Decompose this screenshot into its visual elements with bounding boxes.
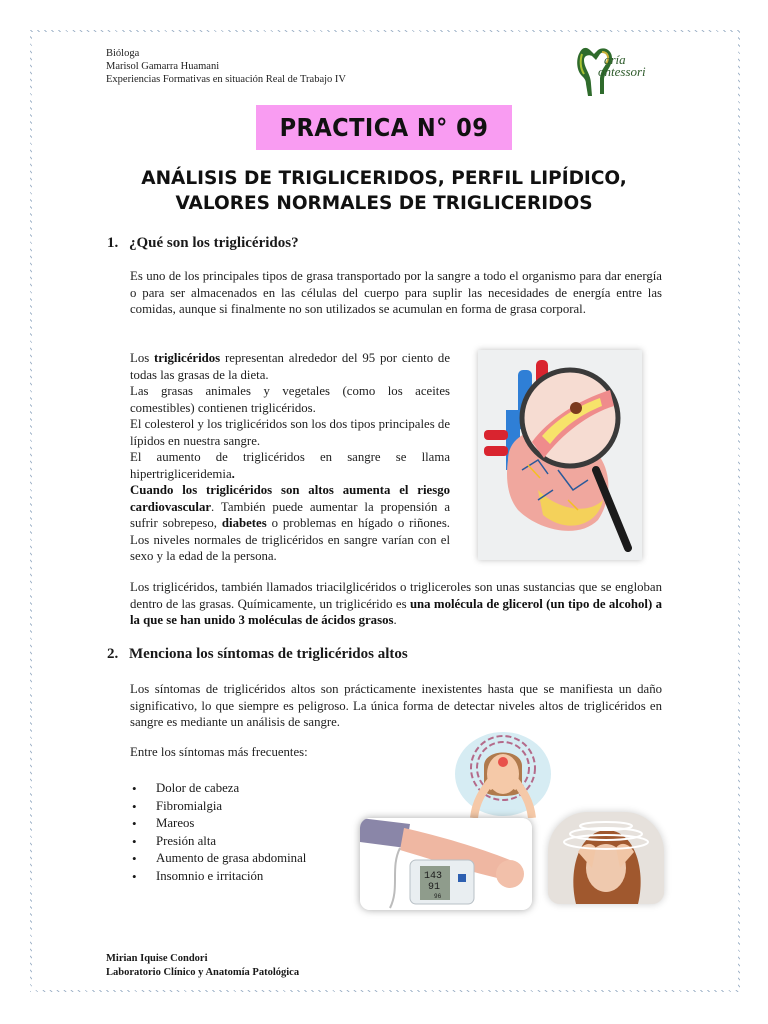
header-title: Bióloga [106, 48, 140, 59]
section-1-paragraph-1: Es uno de los principales tipos de grasa transportado por la sangre a todo el organismo para dar energía o para ser almacenados en las células del cuerpo para suplir las necesidades de energía entre las comidas, aunque si finalmente no son utilizados se acumulan en forma de grasa corporal. [130, 269, 662, 316]
section-1-number: 1. [107, 235, 119, 251]
header-course: Experiencias Formativas en situación Real de Trabajo IV [106, 74, 346, 85]
list-item: • Fibromialgia [132, 798, 306, 816]
text-run: . También puede aumentar la propensión a sufrir sobrepeso, [130, 499, 450, 530]
list-item: • Mareos [132, 815, 306, 833]
symptoms-intro: Entre los síntomas más frecuentes: [130, 745, 308, 759]
text-run: El aumento de triglicéridos en sangre se llama hipertrigliceridemia [130, 450, 450, 481]
text-run: representan alrededor del 95 por ciento de todas las grasas de la dieta. [130, 351, 451, 382]
dizziness-icon [548, 812, 664, 904]
blood-pressure-monitor-icon [360, 818, 532, 910]
section-1-heading [107, 235, 299, 252]
headache-icon [450, 730, 556, 818]
bp-diastolic: 91 [428, 882, 441, 893]
section-1-paragraph-3 [130, 579, 662, 629]
list-item: • Dolor de cabeza [132, 780, 306, 798]
list-item: • Presión alta [132, 833, 306, 851]
footer-department: Laboratorio Clínico y Anatomía Patológica [106, 967, 300, 978]
heart-magnifier-icon [478, 350, 642, 560]
section-2-paragraph-1: Los síntomas de triglicéridos altos son prácticamente inexistentes hasta que se manifiesta un daño significativo, lo que siempre es peligroso. La única forma de detectar niveles altos de triglicéridos en sangre es mediante un análisis de sangre. [130, 682, 662, 729]
footer-author: Mirian Iquise Condori [106, 953, 208, 964]
bp-pulse: 96 [434, 893, 442, 900]
document-header [106, 47, 346, 86]
text-run: o problemas en hígado o riñones. Los niveles normales de triglicéridos en sangre varían con el sexo y la edad de la persona. [130, 516, 450, 563]
dizziness-photo [548, 812, 664, 904]
section-2-heading [107, 646, 408, 663]
title-line-1: ANÁLISIS DE TRIGLICERIDOS, PERFIL LIPÍDICO, [141, 168, 627, 189]
text-run: Los [130, 351, 155, 365]
text-run: . [393, 613, 397, 627]
symptom-list [132, 780, 306, 885]
practice-number-banner [256, 105, 512, 150]
practice-number-label: PRACTICA N° 09 [279, 113, 489, 142]
document-title [100, 166, 668, 216]
header-author: Marisol Gamarra Huamani [106, 61, 220, 72]
title-line-2: VALORES NORMALES DE TRIGLICERIDOS [175, 193, 593, 214]
bold-definition: una molécula de glicerol (un tipo de alcohol) a la que se han unido 3 moléculas de ácidos grasos [130, 596, 662, 627]
bold-term: diabetes [221, 516, 267, 530]
maria-montessori-logo [574, 44, 670, 100]
list-item: • Aumento de grasa abdominal [132, 850, 306, 868]
heart-magnifier-image [478, 350, 642, 560]
text-run: Los triglicéridos, también llamados triacilglicéridos o trigliceroles son unas sustancias que se engloban dentro de las grasas. Químicamente, un triglicérido es [130, 580, 662, 611]
bold-term: triglicéridos [154, 351, 221, 365]
bp-systolic: 143 [424, 871, 443, 882]
text-run: El colesterol y los triglicéridos son los dos tipos principales de lípidos en nuestra sangre. [130, 417, 450, 448]
headache-illustration [450, 730, 556, 818]
blood-pressure-image [360, 818, 532, 910]
bold-punct: . [231, 466, 235, 481]
section-2-number: 2. [107, 646, 119, 662]
section-1-paragraph-2 [130, 350, 450, 565]
bold-statement: Cuando los triglicéridos son altos aumenta el riesgo cardiovascular [130, 483, 450, 514]
section-2-heading-text: Menciona los síntomas de triglicéridos altos [129, 646, 408, 662]
logo-text-line2: ontessori [598, 64, 646, 79]
list-item: • Insomnio e irritación [132, 868, 306, 886]
logo-text [598, 54, 646, 78]
text-run: Las grasas animales y vegetales (como los aceites comestibles) contienen triglicéridos. [130, 384, 450, 415]
document-footer [106, 952, 299, 980]
section-1-heading-text: ¿Qué son los triglicéridos? [129, 235, 299, 251]
logo-text-line1: aría [604, 52, 626, 67]
